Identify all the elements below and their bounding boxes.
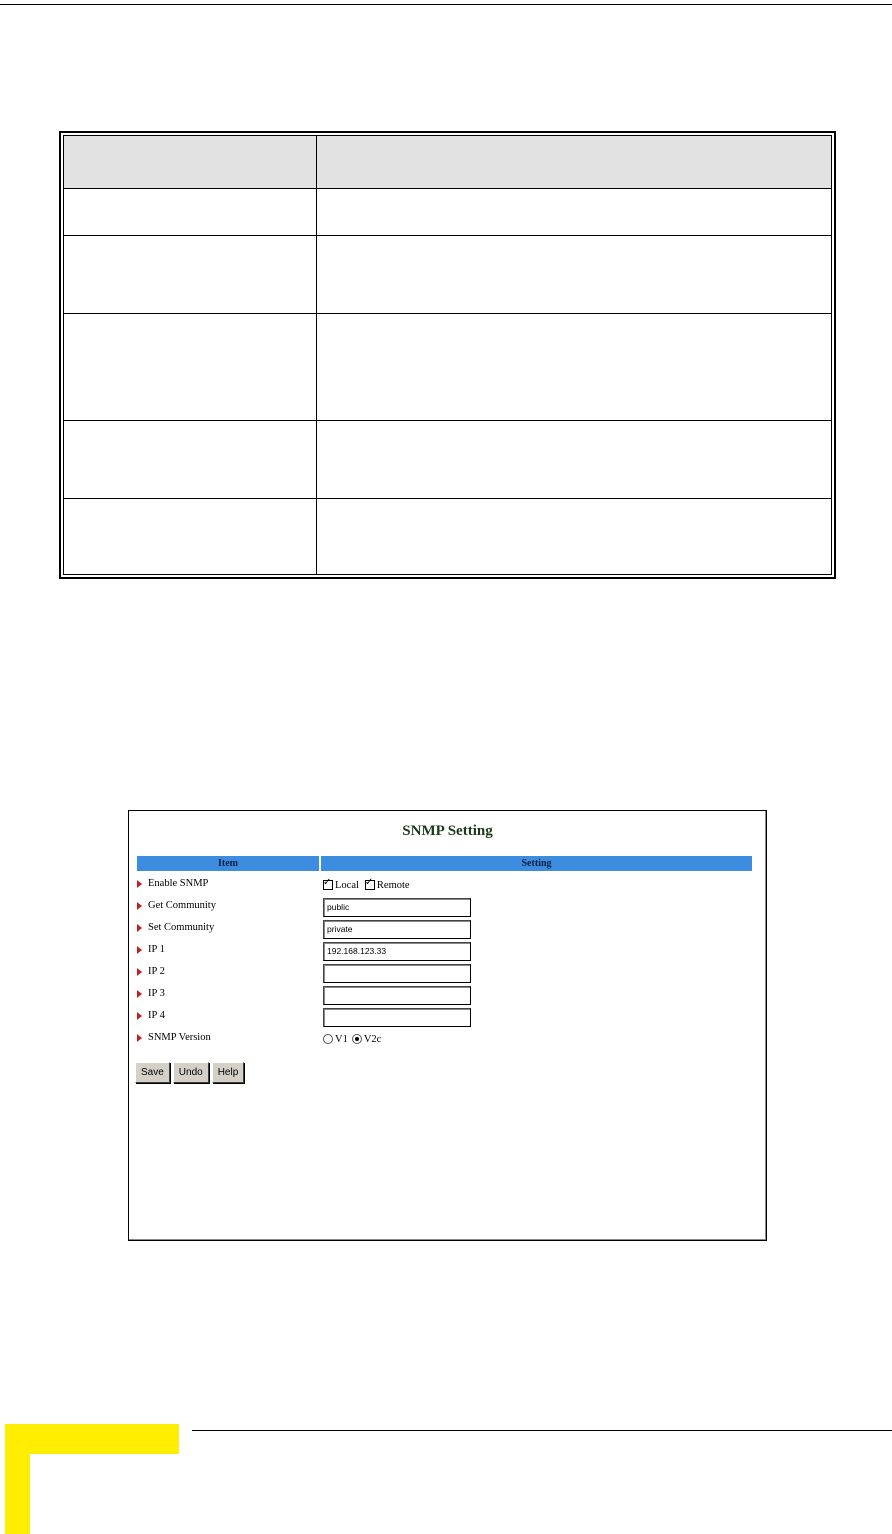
ip-2-input[interactable]	[323, 964, 471, 983]
checkbox-checked-icon	[323, 880, 333, 890]
save-button[interactable]: Save	[135, 1062, 170, 1083]
row-ip-1	[137, 941, 752, 963]
arrow-bullet-icon	[137, 1034, 142, 1042]
row-label: Get Community	[148, 900, 216, 911]
column-header-item: Item	[137, 856, 321, 871]
table-cell	[317, 314, 832, 421]
table-cell	[64, 499, 317, 575]
table-row	[64, 499, 832, 575]
action-buttons	[135, 1062, 244, 1083]
column-header-setting: Setting	[321, 856, 752, 871]
settings-rows	[137, 875, 752, 1051]
table-cell	[317, 499, 832, 575]
table-header-cell	[64, 136, 317, 189]
top-rule	[0, 4, 892, 5]
table-cell	[317, 421, 832, 499]
remote-checkbox[interactable]: ✓ Remote	[365, 880, 410, 891]
table-row	[64, 421, 832, 499]
undo-button[interactable]: Undo	[173, 1062, 209, 1083]
arrow-bullet-icon	[137, 902, 142, 910]
row-set-community	[137, 919, 752, 941]
table-cell	[64, 421, 317, 499]
table-cell	[317, 189, 832, 236]
arrow-bullet-icon	[137, 880, 142, 888]
set-community-input[interactable]: private	[323, 920, 471, 939]
row-ip-2	[137, 963, 752, 985]
row-label: SNMP Version	[148, 1032, 211, 1043]
arrow-bullet-icon	[137, 968, 142, 976]
ip-1-input[interactable]: 192.168.123.33	[323, 942, 471, 961]
ip-4-input[interactable]	[323, 1008, 471, 1027]
table-header-cell	[317, 136, 832, 189]
row-enable-snmp	[137, 875, 752, 897]
row-label: Set Community	[148, 922, 215, 933]
arrow-bullet-icon	[137, 924, 142, 932]
arrow-bullet-icon	[137, 1012, 142, 1020]
footer-accent-bar	[5, 1424, 179, 1454]
local-checkbox[interactable]: ✓ Local	[323, 880, 359, 891]
arrow-bullet-icon	[137, 946, 142, 954]
page-title: SNMP Setting	[402, 823, 493, 839]
row-ip-4	[137, 1007, 752, 1029]
radio-unselected-icon	[323, 1034, 333, 1044]
row-label: IP 4	[148, 1010, 165, 1021]
v2c-radio[interactable]: V2c	[352, 1034, 382, 1045]
row-label: IP 1	[148, 944, 165, 955]
description-table	[59, 131, 836, 579]
row-snmp-version	[137, 1029, 752, 1051]
footer-accent-side	[5, 1424, 30, 1534]
row-label: IP 2	[148, 966, 165, 977]
radio-selected-icon	[352, 1034, 362, 1044]
table-cell	[64, 314, 317, 421]
table-row	[64, 236, 832, 314]
table-row	[64, 314, 832, 421]
row-get-community	[137, 897, 752, 919]
settings-grid-header	[137, 856, 752, 871]
row-ip-3	[137, 985, 752, 1007]
table-header-row	[64, 136, 832, 189]
table-cell	[317, 236, 832, 314]
row-label: IP 3	[148, 988, 165, 999]
row-label: Enable SNMP	[148, 878, 209, 889]
help-button[interactable]: Help	[212, 1062, 245, 1083]
arrow-bullet-icon	[137, 990, 142, 998]
table-row	[64, 189, 832, 236]
table-cell	[64, 236, 317, 314]
v1-radio[interactable]: V1	[323, 1034, 348, 1045]
checkbox-checked-icon	[365, 880, 375, 890]
ip-3-input[interactable]	[323, 986, 471, 1005]
snmp-setting-screenshot	[128, 810, 767, 1241]
table-cell	[64, 189, 317, 236]
footer-rule	[192, 1430, 892, 1431]
get-community-input[interactable]: public	[323, 898, 471, 917]
